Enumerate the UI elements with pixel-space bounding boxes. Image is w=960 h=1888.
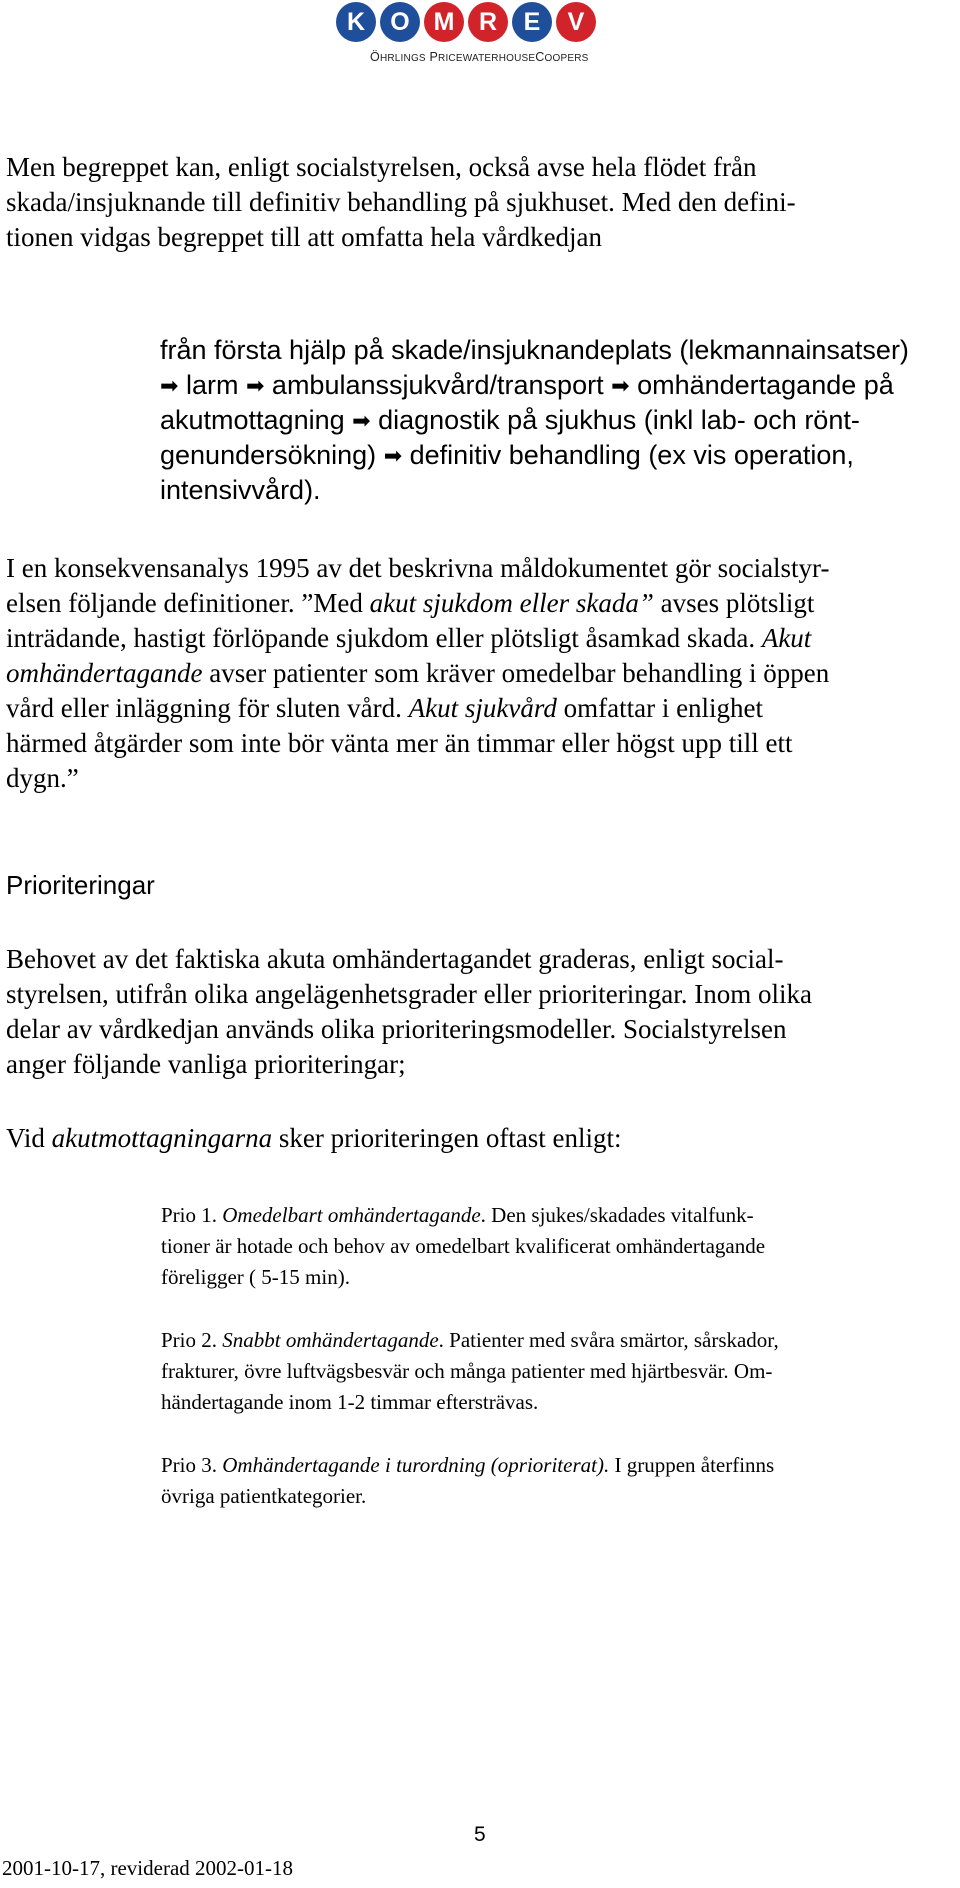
text-run: I gruppen återfinns — [609, 1453, 775, 1477]
text-line: övriga patientkategorier. — [161, 1484, 367, 1508]
prio-label: Prio 3. — [161, 1453, 223, 1477]
italic-term: Omedelbart omhändertagande — [222, 1203, 481, 1227]
logo-sub-c: RICEWATERHOUSE — [438, 53, 536, 64]
logo-sub-first: Ö — [370, 50, 380, 64]
logo-letter-k: K — [336, 2, 376, 42]
italic-term: akut sjukdom eller skada” — [369, 588, 654, 618]
arrow-right-icon: ➡ — [611, 373, 630, 398]
text-run: avser patienter som kräver omedelbar behandling i öppen — [202, 658, 830, 688]
text-line: delar av vårdkedjan används olika prioriteringsmodeller. Socialstyrelsen — [6, 1014, 787, 1044]
prio-1-block — [161, 1200, 951, 1293]
komrev-logo — [336, 2, 636, 66]
text-line: I en konsekvensanalys 1995 av det beskrivna måldokumentet gör socialstyr- — [6, 553, 830, 583]
text-run: elsen följande definitioner. ”Med — [6, 588, 370, 618]
intro-paragraph — [6, 150, 946, 255]
text-line — [161, 1450, 951, 1481]
emergency-intro — [6, 1121, 946, 1156]
text-run: . Patienter med svåra smärtor, sårskador, — [438, 1328, 779, 1352]
chain-step: omhändertagande på — [637, 370, 894, 400]
text-line — [6, 1121, 946, 1156]
footer-date: 2001-10-17, reviderad 2002-01-18 — [2, 1856, 294, 1880]
text-line: händertagande inom 1-2 timmar eftersträvas. — [161, 1390, 539, 1414]
text-run: vård eller inläggning för sluten vård. — [6, 693, 409, 723]
text-line: Men begreppet kan, enligt socialstyrelsen, också avse hela flödet från — [6, 152, 757, 182]
arrow-right-icon: ➡ — [160, 373, 179, 398]
logo-letters — [336, 2, 636, 42]
prio-label: Prio 2. — [161, 1328, 223, 1352]
chain-step: ambulanssjukvård/transport — [271, 370, 604, 400]
chain-step: definitiv behandling (ex vis operation, — [409, 440, 854, 470]
italic-term: omhändertagande — [6, 658, 203, 688]
logo-sub-e: OOPERS — [544, 53, 589, 64]
chain-step: larm — [185, 370, 239, 400]
text-line: anger följande vanliga prioriteringar; — [6, 1049, 406, 1079]
text-run: inträdande, hastigt förlöpande sjukdom eller plötsligt åsamkad skada. — [6, 623, 762, 653]
italic-term: Akut sjukvård — [408, 693, 557, 723]
text-line: från första hjälp på skade/insjuknandeplats (lekmannainsatser) — [160, 335, 909, 365]
logo-sub-b: P — [429, 50, 439, 64]
text-run: sker prioriteringen oftast enligt: — [272, 1123, 622, 1153]
logo-letter-e: E — [512, 2, 552, 42]
chain-step: genundersökning) — [160, 440, 377, 470]
arrow-right-icon: ➡ — [352, 408, 371, 433]
italic-term: Omhändertagande i turordning (oprioriterat). — [222, 1453, 610, 1477]
text-line — [160, 368, 950, 403]
text-line — [160, 403, 950, 438]
text-line: frakturer, övre luftvägsbesvär och många patienter med hjärtbesvär. Om- — [161, 1359, 773, 1383]
text-line: föreligger ( 5-15 min). — [161, 1265, 350, 1289]
arrow-right-icon: ➡ — [383, 443, 403, 468]
logo-subtitle — [370, 50, 589, 64]
prio-label: Prio 1. — [161, 1203, 223, 1227]
text-run: omfattar i enlighet — [556, 693, 764, 723]
text-line: tionen vidgas begreppet till att omfatta hela vårdkedjan — [6, 222, 603, 252]
page-number: 5 — [474, 1823, 486, 1846]
logo-sub-d: C — [535, 50, 545, 64]
text-line — [6, 586, 946, 621]
logo-letter-r: R — [468, 2, 508, 42]
logo-letter-m: M — [424, 2, 464, 42]
definitions-paragraph — [6, 551, 946, 796]
prio-3-block — [161, 1450, 951, 1512]
text-line: intensivvård). — [160, 475, 321, 505]
care-chain-block — [160, 333, 950, 508]
text-line — [6, 621, 946, 656]
text-run: avses plötsligt — [653, 588, 815, 618]
italic-term: akutmottagningarna — [51, 1123, 273, 1153]
text-line — [6, 656, 946, 691]
text-line: härmed åtgärder som inte bör vänta mer än timmar eller högst upp till ett — [6, 728, 793, 758]
chain-step: akutmottagning — [160, 405, 345, 435]
italic-term: Akut — [761, 623, 812, 653]
text-line — [161, 1200, 951, 1231]
arrow-right-icon: ➡ — [245, 373, 265, 398]
logo-letter-v: V — [556, 2, 596, 42]
text-line: styrelsen, utifrån olika angelägenhetsgrader eller prioriteringar. Inom olika — [6, 979, 812, 1009]
text-run: . Den sjukes/skadades vitalfunk- — [480, 1203, 754, 1227]
text-line: Behovet av det faktiska akuta omhändertagandet graderas, enligt social- — [6, 944, 784, 974]
text-line: dygn.” — [6, 763, 79, 793]
text-line — [161, 1325, 951, 1356]
text-line — [6, 691, 946, 726]
chain-step: diagnostik på sjukhus (inkl lab- och rönt- — [378, 405, 860, 435]
logo-sub-a: HRLINGS — [379, 53, 426, 64]
priorities-paragraph — [6, 942, 946, 1082]
prio-2-block — [161, 1325, 951, 1418]
section-heading: Prioriteringar — [6, 870, 155, 900]
italic-term: Snabbt omhändertagande — [222, 1328, 439, 1352]
logo-letter-o: O — [380, 2, 420, 42]
text-line — [160, 438, 950, 473]
text-line: skada/insjuknande till definitiv behandling på sjukhuset. Med den defini- — [6, 187, 796, 217]
text-line: tioner är hotade och behov av omedelbart kvalificerat omhändertagande — [161, 1234, 766, 1258]
text-run: Vid — [6, 1123, 52, 1153]
